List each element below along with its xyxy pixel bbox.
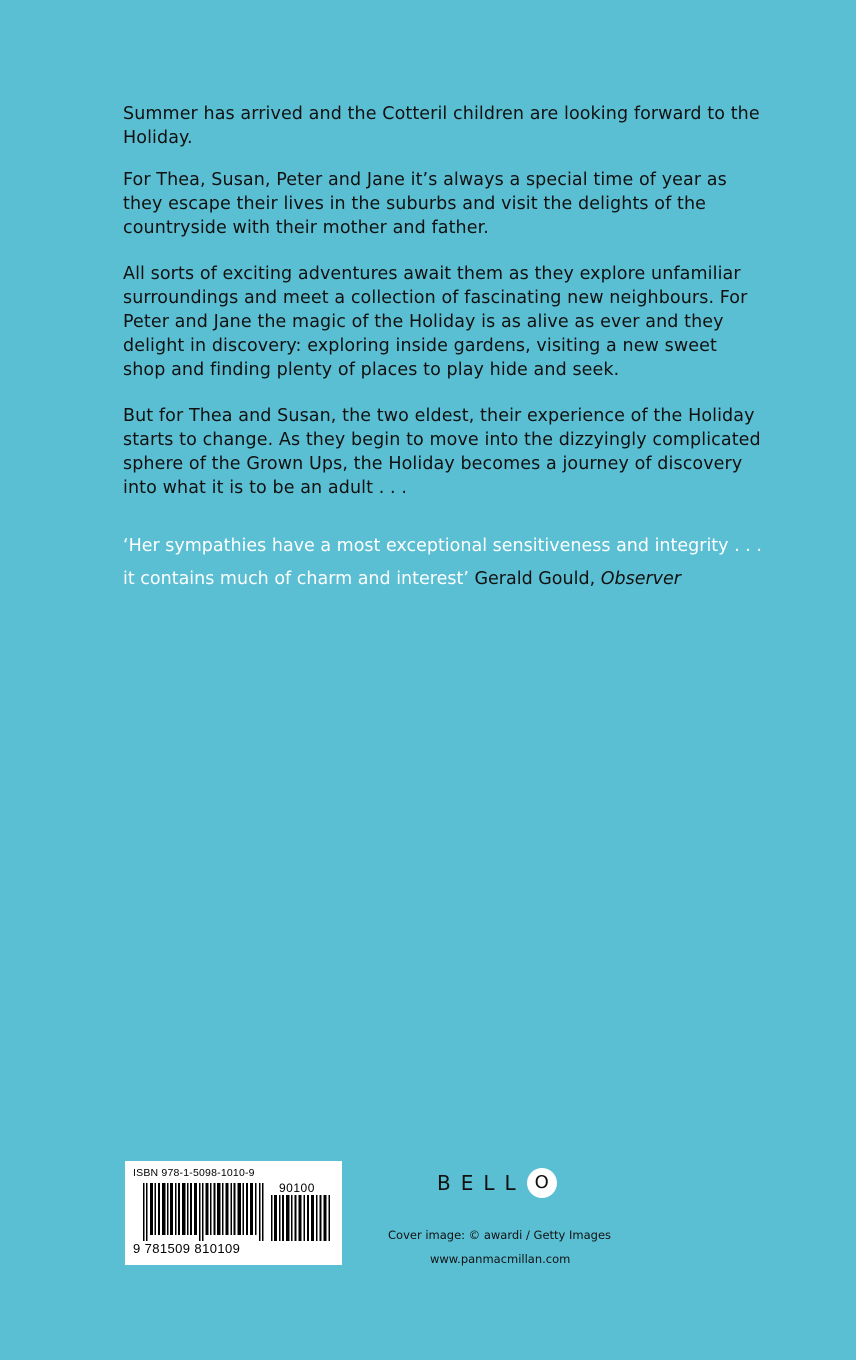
logo-circle-icon xyxy=(527,1168,557,1198)
review-author: Gerald Gould, xyxy=(474,569,596,589)
barcode-bars-icon xyxy=(143,1183,265,1241)
isbn-label: ISBN 978-1-5098-1010-9 xyxy=(133,1167,255,1179)
bello-logo xyxy=(437,1165,557,1201)
review-text: ‘Her sympathies have a most exceptional sensitiveness and integrity . . . it contains much of charm and interest’ xyxy=(123,536,762,589)
publisher-website: www.panmacmillan.com xyxy=(430,1252,571,1266)
barcode-ean-digits: 9 781509 810109 xyxy=(133,1241,241,1256)
cover-image-credit: Cover image: © awardi / Getty Images xyxy=(388,1228,612,1242)
isbn-barcode xyxy=(125,1161,342,1265)
logo-last-letter: O xyxy=(534,1172,549,1193)
blurb-paragraph-2: For Thea, Susan, Peter and Jane it’s always a special time of year as they escape their lives in the suburbs and visit the delights of the countryside with their mother and father. xyxy=(123,170,727,238)
review-quote xyxy=(123,530,763,596)
barcode-addon-number: 90100 xyxy=(279,1181,315,1195)
logo-text: BELL xyxy=(437,1171,526,1195)
blurb-paragraph-3: All sorts of exciting adventures await them as they explore unfamiliar surroundings and meet a collection of fascinating new neighbours. For Peter and Jane the magic of the Holiday is as alive as ever and they delight in discovery: exploring inside gardens, visiting a new sweet shop and finding plenty of places to play hide and seek. xyxy=(123,264,748,380)
blurb-paragraph-4: But for Thea and Susan, the two eldest, their experience of the Holiday starts to change. As they begin to move into the dizzyingly complicated sphere of the Grown Ups, the Holiday becomes a journey of discovery into what it is to be an adult . . . xyxy=(123,406,761,498)
review-publication: Observer xyxy=(600,569,681,589)
blurb-paragraph-1: Summer has arrived and the Cotteril children are looking forward to the Holiday. xyxy=(123,104,760,148)
barcode-addon-bars-icon xyxy=(271,1195,331,1241)
